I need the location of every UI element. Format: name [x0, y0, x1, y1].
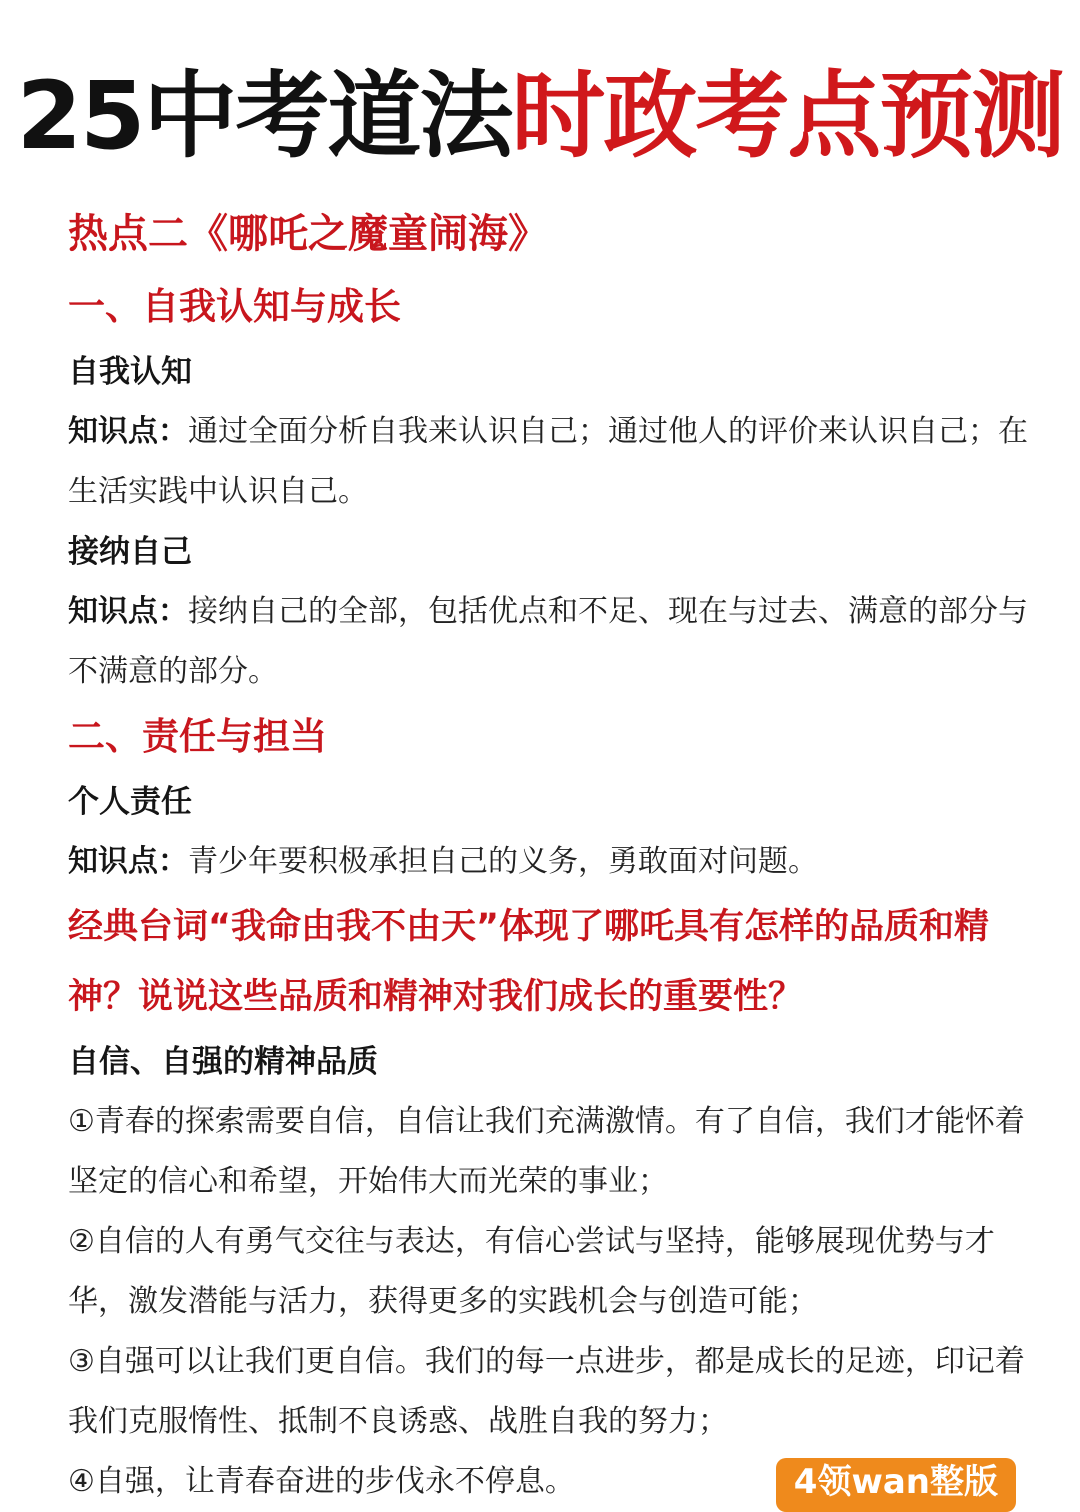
subheading-accept-self: 接纳自己: [68, 534, 192, 570]
content: [68, 196, 1028, 1512]
section-heading-2: 二、责任与担当: [68, 715, 327, 758]
knowledge-point: [68, 582, 1028, 702]
knowledge-point-label: 知识点：: [68, 594, 188, 629]
question: 经典台词“我命由我不由天”体现了哪吒具有怎样的品质和精神？说说这些品质和精神对我们成长的重要性？: [68, 907, 990, 1017]
answer-point: ④自强，让青春奋进的步伐永不停息。: [68, 1464, 575, 1499]
answer-point: ①青春的探索需要自信，自信让我们充满激情。有了自信，我们才能怀着坚定的信心和希望，开始伟大而光荣的事业；: [68, 1104, 1025, 1199]
knowledge-point-text: 青少年要积极承担自己的义务，勇敢面对问题。: [188, 844, 818, 879]
answer-point: ②自信的人有勇气交往与表达，有信心尝试与坚持，能够展现优势与才华，激发潜能与活力，获得更多的实践机会与创造可能；: [68, 1224, 995, 1319]
section-heading-1: 一、自我认知与成长: [68, 285, 401, 328]
knowledge-point-label: 知识点：: [68, 844, 188, 879]
answer-heading: 自信、自强的精神品质: [68, 1044, 378, 1080]
knowledge-point-label: 知识点：: [68, 414, 188, 449]
knowledge-point-text: 通过全面分析自我来认识自己；通过他人的评价来认识自己；在生活实践中认识自己。: [68, 414, 1028, 509]
page-title: [0, 52, 1080, 182]
subheading-personal-responsibility: 个人责任: [68, 784, 192, 820]
hotspot-heading: 热点二《哪吒之魔童闹海》: [68, 211, 548, 257]
knowledge-point: [68, 832, 1028, 892]
knowledge-point-text: 接纳自己的全部，包括优点和不足、现在与过去、满意的部分与不满意的部分。: [68, 594, 1028, 689]
title-part-black: 25中考道法: [16, 62, 512, 171]
subheading-self-cognition: 自我认知: [68, 354, 192, 390]
answer-point: ③自强可以让我们更自信。我们的每一点进步，都是成长的足迹，印记着我们克服惰性、抵制不良诱惑、战胜自我的努力；: [68, 1344, 1025, 1439]
download-badge[interactable]: 4领wan整版: [776, 1458, 1016, 1512]
knowledge-point: [68, 402, 1028, 522]
title-part-red: 时政考点预测: [511, 62, 1064, 171]
